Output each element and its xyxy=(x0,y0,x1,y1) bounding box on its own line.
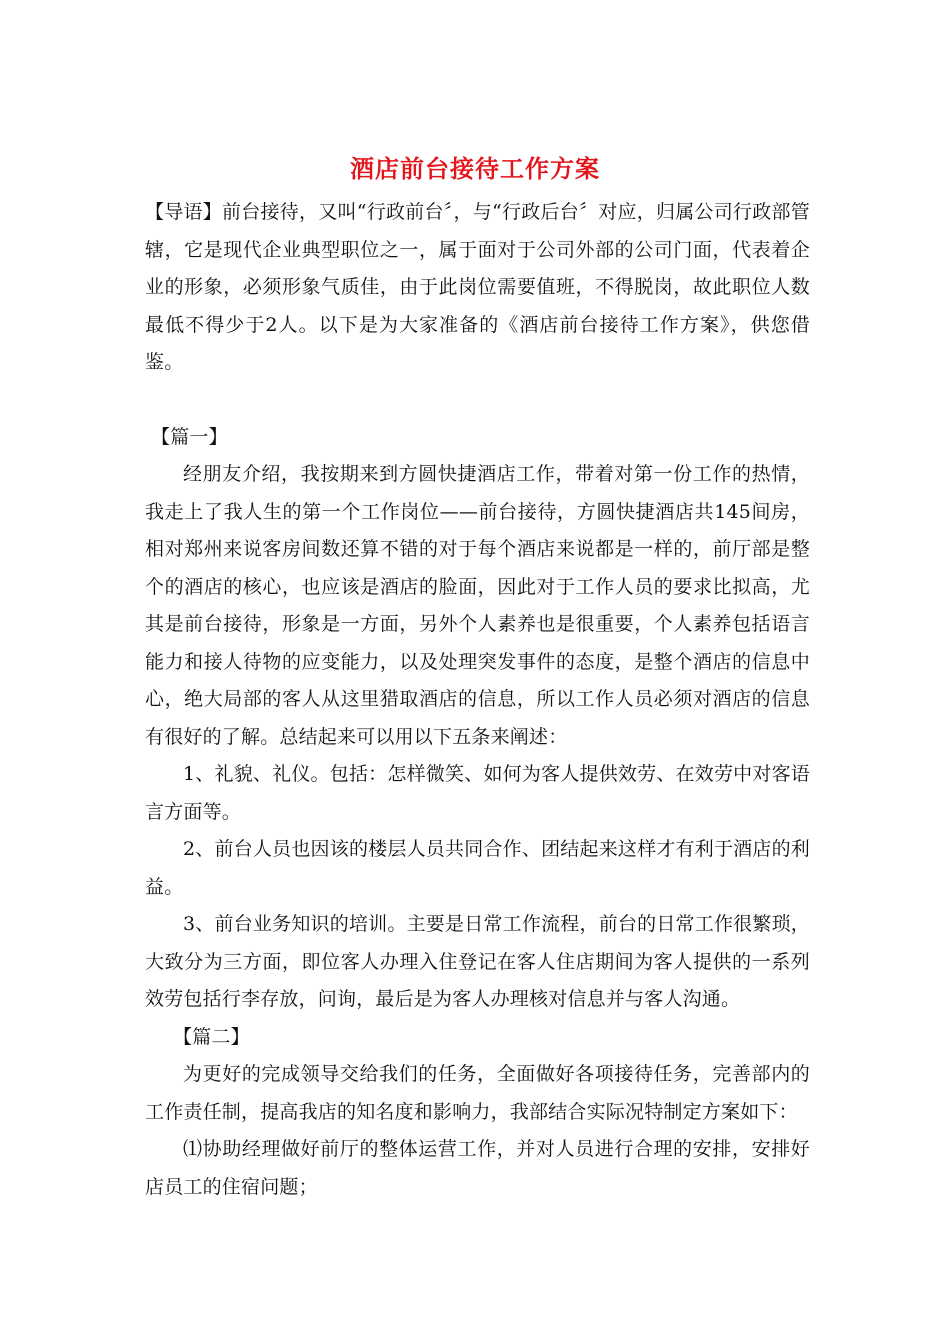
document-body xyxy=(145,194,810,1206)
section1-paragraph: 3、前台业务知识的培训。主要是日常工作流程，前台的日常工作很繁琐，大致分为三方面，即位客人办理入住登记在客人住店期间为客人提供的一系列效劳包括行李存放，问询，最后是为客人办理核对信息并与客人沟通。 xyxy=(145,913,810,1010)
section2-paragraph: 为更好的完成领导交给我们的任务，全面做好各项接待任务，完善部内的工作责任制，提高我店的知名度和影响力，我部结合实际况特制定方案如下： xyxy=(145,1063,810,1123)
section2-paragraph: ⑴协助经理做好前厅的整体运营工作，并对人员进行合理的安排，安排好店员工的住宿问题； xyxy=(145,1138,810,1198)
section1-paragraph: 2、前台人员也因该的楼层人员共同合作、团结起来这样才有利于酒店的利益。 xyxy=(145,838,810,898)
document-title: 酒店前台接待工作方案 xyxy=(350,154,600,183)
section-heading-2: 【篇二】 xyxy=(173,1025,250,1048)
intro-paragraph: 【导语】前台接待，又叫“行政前台〞，与“行政后台〞对应，归属公司行政部管辖，它是现代企业典型职位之一，属于面对于公司外部的公司门面，代表着企业的形象，必须形象气质佳，由于此岗位需要值班，不得脱岗，故此职位人数最低不得少于2人。以下是为大家准备的《酒店前台接待工作方案》，供您借鉴。 xyxy=(145,201,810,373)
section-heading-1: 【篇一】 xyxy=(151,425,228,448)
section1-paragraph: 1、礼貌、礼仪。包括：怎样微笑、如何为客人提供效劳、在效劳中对客语言方面等。 xyxy=(145,763,810,823)
section1-paragraph: 经朋友介绍，我按期来到方圆快捷酒店工作，带着对第一份工作的热情，我走上了我人生的第一个工作岗位——前台接待，方圆快捷酒店共145间房，相对郑州来说客房间数还算不错的对于每个酒店来说都是一样的，前厅部是整个的酒店的核心，也应该是酒店的脸面，因此对于工作人员的要求比拟高，尤其是前台接待，形象是一方面，另外个人素养也是很重要，个人素养包括语言能力和接人待物的应变能力，以及处理突发事件的态度，是整个酒店的信息中心，绝大局部的客人从这里猎取酒店的信息，所以工作人员必须对酒店的信息有很好的了解。总结起来可以用以下五条来阐述： xyxy=(145,463,810,748)
